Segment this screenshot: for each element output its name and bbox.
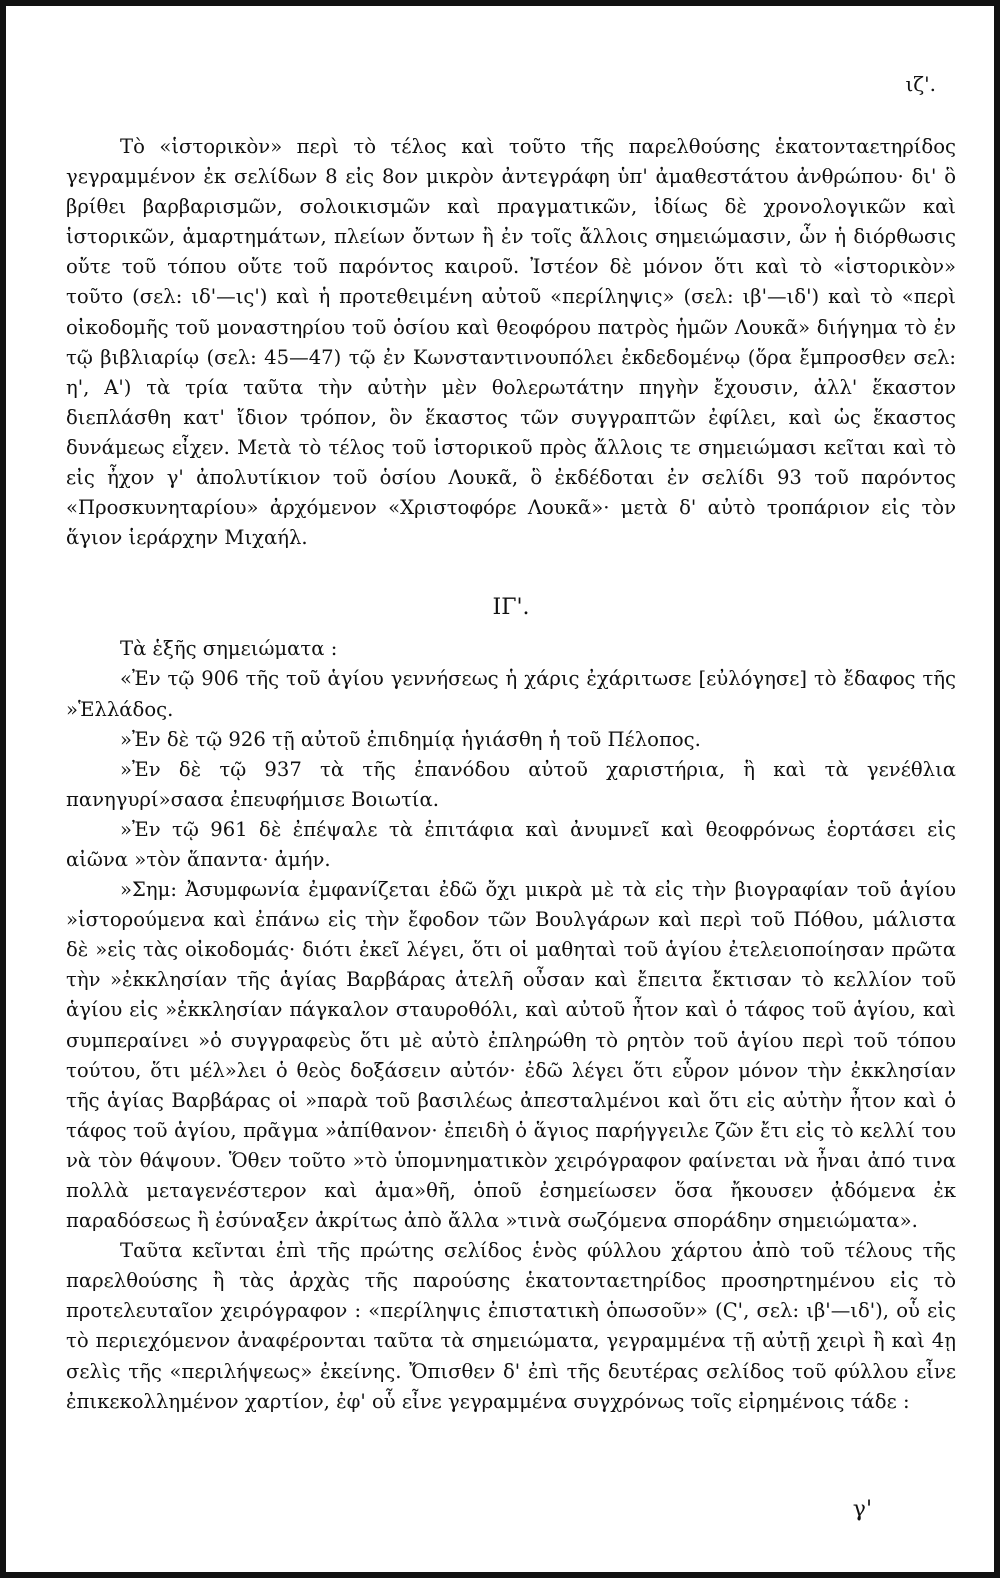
note-entry: »Ἐν τῷ 961 δὲ ἐπέψαλε τὰ ἐπιτάφια καὶ ἀνυμνεῖ καὶ θεοφρόνως ἑορτάσει εἰς αἰῶνα »τὸν ἅπαντα· ἀμήν. — [66, 817, 956, 871]
note-entry: »Ἐν δὲ τῷ 937 τὰ τῆς ἐπανόδου αὐτοῦ χαριστήρια, ἣ καὶ τὰ γενέθλια πανηγυρί»σασα ἐπευφήμισε Βοιωτία. — [66, 757, 956, 811]
note-entry: »Σημ: Ἀσυμφωνία ἐμφανίζεται ἐδῶ ὄχι μικρὰ μὲ τὰ εἰς τὴν βιογραφίαν τοῦ ἁγίου »ἱστορούμενα καὶ ἐπάνω εἰς τὴν ἔφοδον τῶν Βουλγάρων καὶ περὶ τοῦ Πόθου, μάλιστα δὲ »εἰς τὰς οἰκοδομάς· διότι ἐκεῖ λέγει, ὅτι οἱ μαθηταὶ τοῦ ἁγίου ἐτελειοποίησαν πρῶτα τὴν »ἐκκλησίαν τῆς ἁγίας Βαρβάρας ἀτελῆ οὖσαν καὶ ἔπειτα ἔκτισαν τὸ κελλίον τοῦ ἁγίου εἰς »ἐκκλησίαν πάγκαλον σταυροθόλι, καὶ αὐτοῦ ἦτον καὶ ὁ τάφος τοῦ ἁγίου, καὶ συμπεραίνει »ὁ συγγραφεὺς ὅτι μὲ αὐτὸ ἐπληρώθη τὸ ρητὸν τοῦ ἁγίου περὶ τοῦ τόπου τούτου, ὅτι μέλ»λει ὁ θεὸς δοξάσειν αὐτόν· ἐδῶ λέγει ὅτι εὗρον μόνον τὴν ἐκκλησίαν τῆς ἁγίας Βαρβάρας οἱ »παρὰ τοῦ βασιλέως ἀπεσταλμένοι καὶ ὅτι εἰς αὐτὴν ἦτον καὶ ὁ τάφος τοῦ ἁγίου, πρᾶγμα »ἀπίθανον· ἐπειδὴ ὁ ἅγιος παρήγγειλε ζῶν ἔτι εἰς τὸ κελλί του νὰ τὸν θάψουν. Ὅθεν τοῦτο »τὸ ὑπομνηματικὸν χειρόγραφον φαίνεται νὰ ἦναι ἀπό τινα πολλὰ μεταγενέστερον καὶ ἀμα»θῆ, ὁποῦ ἐσημείωσεν ὅσα ἤκουσεν ᾀδόμενα ἐκ παραδόσεως ἢ ἐσύναξεν ἀκρίτως ἀπὸ ἄλλα »τινὰ σωζόμενα σποράδην σημειώματα». — [66, 878, 956, 1233]
section-heading: ΙΓ'. — [492, 595, 530, 621]
history-paragraph: Τὸ «ἱστορικὸν» περὶ τὸ τέλος καὶ τοῦτο τῆς παρελθούσης ἑκατονταετηρίδος γεγραμμένον ἐκ σελίδων 8 εἰς 8ον μικρὸν ἀντεγράφη ὑπ' ἀμαθεστάτου ἀνθρώπου· δι' ὃ βρίθει βαρβαρισμῶν, σολοικισμῶν καὶ πραγματικῶν, ἰδίως δὲ χρονολογικῶν καὶ ἱστορικῶν, ἁμαρτημάτων, πλείων ὄντων ἢ ἐν τοῖς ἄλλοις σημειώμασιν, ὧν ἡ διόρθωσις οὔτε τοῦ τόπου οὔτε τοῦ παρόντος καιροῦ. Ἰστέον δὲ μόνον ὅτι καὶ τὸ «ἱστορικὸν» τοῦτο (σελ: ιδ'—ις') καὶ ἡ προτεθειμένη αὐτοῦ «περίληψις» (σελ: ιβ'—ιδ') καὶ τὸ «περὶ οἰκοδομῆς τοῦ μοναστηρίου τοῦ ὁσίου καὶ θεοφόρου πατρὸς ἡμῶν Λουκᾶ» διήγημα τὸ ἐν τῷ βιβλιαρίῳ (σελ: 45—47) τῷ ἐν Κωνσταντινουπόλει ἐκδεδομένῳ (ὅρα ἔμπροσθεν σελ: η', Α') τὰ τρία ταῦτα τὴν αὐτὴν μὲν θολερωτάτην πηγὴν ἔχουσιν, ἀλλ' ἕκαστον διεπλάσθη κατ' ἴδιον τρόπον, ὃν ἕκαστος τῶν συγγραπτῶν ἐφίλει, καὶ ὡς ἕκαστος δυνάμεως εἶχεν. Μετὰ τὸ τέλος τοῦ ἱστορικοῦ πρὸς ἄλλοις τε σημειώμασι κεῖται καὶ τὸ εἰς ἦχον γ' ἀπολυτίκιον τοῦ ὁσίου Λουκᾶ, ὃ ἐκδέδοται ἐν σελίδι 93 τοῦ παρόντος «Προσκυνηταρίου» ἀρχόμενον «Χριστοφόρε Λουκᾶ»· μετὰ δ' αὐτὸ τροπάριον εἰς τὸν ἅγιον ἱεράρχην Μιχαήλ. — [66, 135, 956, 550]
page-content — [66, 132, 956, 1417]
note-entry: «Ἐν τῷ 906 τῆς τοῦ ἁγίου γεννήσεως ἡ χάρις ἐχάριτωσε [εὐλόγησε] τὸ ἔδαφος τῆς »Ἑλλάδος. — [66, 667, 956, 721]
signature-letter: γ' — [852, 1497, 872, 1522]
closing-paragraph: Ταῦτα κεῖνται ἐπὶ τῆς πρώτης σελίδος ἑνὸς φύλλου χάρτου ἀπὸ τοῦ τέλους τῆς παρελθούσης ἢ τὰς ἀρχὰς τῆς παρούσης ἑκατονταετηρίδος προσηρτημένου εἰς τὸ προτελευταῖον χειρόγραφον : «περίληψις ἐπιστατικὴ ὁπωσοῦν» (Ϛ', σελ: ιβ'—ιδ'), οὗ εἰς τὸ περιεχόμενον ἀναφέρονται ταῦτα τὰ σημειώματα, γεγραμμένα τῇ αὐτῇ χειρὶ ἢ καὶ 4ῃ σελὶς τῆς «περιλήψεως» ἐκείνης. Ὄπισθεν δ' ἐπὶ τῆς δευτέρας σελίδος τοῦ φύλλου εἶνε ἐπικεκολλημένον χαρτίον, ἐφ' οὗ εἶνε γεγραμμένα συγχρόνως τοῖς εἰρημένοις τάδε : — [66, 1239, 956, 1413]
page-number: ιζ'. — [905, 72, 936, 96]
notes-intro: Τὰ ἑξῆς σημειώματα : — [120, 637, 338, 661]
note-entry: »Ἐν δὲ τῷ 926 τῇ αὐτοῦ ἐπιδημίᾳ ἡγιάσθη ἡ τοῦ Πέλοπος. — [120, 727, 701, 751]
